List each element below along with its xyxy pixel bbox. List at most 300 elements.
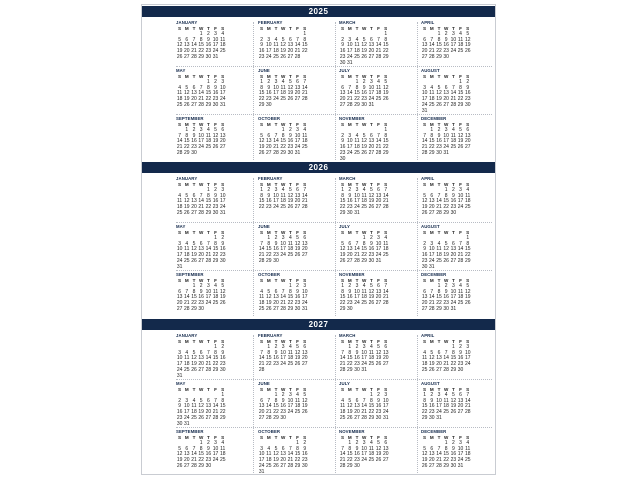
day-cell: 28 (184, 305, 190, 312)
day-cell: 15 (258, 198, 265, 205)
day-cell: 19 (191, 252, 197, 259)
month-april-2027 (421, 333, 503, 374)
day-cell: 24 (347, 149, 353, 156)
weekday-label: S (466, 182, 470, 187)
day-cell: 29 (382, 53, 389, 60)
day-cell: 6 (199, 349, 203, 356)
day-cell: 3 (451, 30, 455, 37)
day-cell: 15 (361, 246, 367, 253)
weekday-label: F (459, 74, 462, 79)
day-cell: 3 (199, 126, 203, 133)
day-cell: 5 (192, 349, 196, 356)
day-cell: 24 (287, 409, 294, 416)
weekday-label: F (377, 339, 380, 344)
day-cell: 31 (301, 305, 308, 312)
day-cell: 21 (464, 403, 471, 410)
weekday-label: S (423, 387, 427, 392)
day-cell: 13 (354, 403, 360, 410)
day-cell: 27 (294, 204, 301, 211)
day-cell: 28 (436, 209, 442, 216)
day-cell: 21 (301, 198, 308, 205)
month-june-2026 (258, 224, 340, 265)
day-cell: 22 (266, 252, 272, 259)
day-cell: 6 (267, 132, 271, 139)
day-cell: 27 (258, 414, 265, 421)
day-cell: 12 (184, 90, 190, 97)
day-cell: 6 (192, 192, 196, 199)
weekday-label: T (369, 122, 373, 127)
day-cell: 9 (430, 397, 434, 404)
day-cell: 17 (429, 252, 435, 259)
day-cell: 12 (347, 403, 353, 410)
day-cell: 8 (214, 240, 217, 247)
day-cell: 29 (450, 366, 457, 373)
weekday-label: F (377, 182, 380, 187)
day-cell: 28 (198, 101, 204, 108)
weekday-label: W (280, 387, 286, 392)
day-cell: 13 (301, 349, 308, 356)
weekday-label: F (296, 26, 299, 31)
day-cell: 31 (429, 263, 435, 270)
day-cell: 29 (361, 257, 367, 264)
day-cell: 26 (184, 209, 190, 216)
weekday-label: T (274, 278, 278, 283)
day-cell: 24 (443, 144, 449, 151)
day-cell: 8 (423, 397, 426, 404)
day-cell: 15 (287, 294, 294, 301)
day-cell: 6 (369, 36, 373, 43)
day-cell: 8 (341, 288, 344, 295)
day-cell: 9 (377, 397, 380, 404)
day-cell (301, 368, 308, 374)
day-cell: 18 (212, 294, 219, 301)
day-cell: 19 (184, 96, 190, 103)
day-cell: 11 (294, 397, 301, 404)
day-cell: 28 (205, 366, 212, 373)
day-cell: 16 (205, 451, 212, 458)
day-cell: 15 (429, 138, 435, 145)
day-cell: 6 (288, 36, 292, 43)
day-cell: 31 (347, 59, 353, 66)
day-cell: 30 (212, 101, 219, 108)
weekday-label: T (206, 122, 210, 127)
day-cell: 16 (436, 138, 442, 145)
weekday-label: S (221, 122, 225, 127)
day-cell: 18 (266, 457, 272, 464)
day-cell: 8 (185, 132, 189, 139)
day-cell (272, 103, 279, 109)
day-cell: 16 (421, 252, 428, 259)
day-cell: 14 (347, 90, 353, 97)
day-cell: 30 (436, 149, 442, 156)
day-cell: 29 (382, 149, 389, 156)
weekday-label: M (266, 26, 271, 31)
weekday-label: M (429, 435, 434, 440)
day-cell (450, 416, 457, 422)
day-cell: 28 (443, 366, 449, 373)
month-january-2025 (176, 20, 258, 61)
weekday-label: T (451, 387, 455, 392)
month-june-2025 (258, 68, 340, 109)
day-cell: 19 (361, 144, 367, 151)
day-cell: 28 (457, 257, 464, 264)
day-cell: 24 (280, 361, 286, 368)
day-cell: 29 (339, 209, 346, 216)
weekday-label: T (369, 74, 373, 79)
day-cell: 24 (464, 361, 471, 368)
day-cell: 29 (191, 305, 197, 312)
day-cell: 7 (303, 186, 307, 193)
weekday-label: T (288, 339, 292, 344)
day-cell: 7 (214, 397, 217, 404)
day-cell: 9 (341, 138, 344, 145)
weekday-label: S (221, 339, 225, 344)
week-row (176, 464, 258, 470)
day-cell: 15 (450, 355, 457, 362)
day-cell: 3 (466, 343, 470, 350)
month-name: APRIL (421, 176, 435, 181)
day-cell: 2 (221, 343, 225, 350)
day-cell: 4 (430, 84, 434, 91)
day-cell: 4 (369, 343, 373, 350)
weekday-label: S (221, 74, 225, 79)
day-cell: 22 (339, 300, 346, 307)
day-cell: 2 (267, 186, 271, 193)
day-cell: 6 (274, 288, 278, 295)
weekday-label: T (451, 74, 455, 79)
day-cell: 17 (382, 403, 389, 410)
day-cell: 5 (274, 445, 278, 452)
day-cell: 25 (273, 53, 279, 60)
day-cell: 10 (176, 355, 183, 362)
day-cell: 6 (341, 84, 344, 91)
day-cell: 18 (368, 451, 375, 458)
month-september-2027 (176, 429, 258, 470)
day-cell: 23 (212, 204, 219, 211)
day-cell: 9 (178, 403, 181, 410)
day-cell: 10 (198, 132, 204, 139)
day-cell: 19 (375, 355, 382, 362)
day-cell: 8 (341, 192, 344, 199)
day-cell: 16 (294, 294, 301, 301)
day-cell: 6 (377, 282, 380, 289)
month-august-2025 (421, 68, 503, 115)
month-name: NOVEMBER (339, 116, 365, 121)
day-cell: 24 (347, 53, 353, 60)
day-cell (375, 464, 382, 470)
day-cell: 15 (191, 294, 197, 301)
day-cell: 5 (178, 445, 181, 452)
day-cell: 8 (369, 397, 373, 404)
weekday-label: S (423, 26, 427, 31)
weekday-label: F (296, 435, 299, 440)
day-cell: 16 (258, 48, 265, 55)
day-cell: 7 (437, 445, 441, 452)
day-cell: 19 (450, 403, 457, 410)
day-cell: 27 (464, 144, 471, 151)
day-cell: 13 (382, 349, 389, 356)
day-cell: 23 (191, 144, 197, 151)
day-cell: 25 (429, 101, 435, 108)
day-cell: 5 (377, 343, 380, 350)
weekday-label: W (443, 122, 449, 127)
weekday-label: W (443, 74, 449, 79)
day-cell: 4 (281, 78, 285, 85)
weekday-label: S (341, 230, 345, 235)
day-cell: 22 (443, 457, 449, 464)
day-cell: 8 (288, 288, 292, 295)
day-cell: 31 (258, 468, 265, 475)
day-cell: 27 (429, 462, 435, 469)
day-cell: 3 (444, 126, 448, 133)
day-cell: 7 (185, 288, 189, 295)
weekday-label: T (451, 182, 455, 187)
weekday-label: M (347, 182, 352, 187)
day-cell: 15 (273, 403, 279, 410)
day-cell (457, 151, 464, 157)
month-may-2026 (176, 224, 258, 271)
day-cell: 3 (384, 391, 388, 398)
day-cell: 13 (421, 42, 428, 49)
day-cell: 29 (347, 462, 353, 469)
day-cell: 3 (214, 30, 217, 37)
day-cell: 21 (191, 457, 197, 464)
day-cell: 23 (301, 457, 308, 464)
day-cell (464, 416, 471, 422)
day-cell: 4 (355, 132, 359, 139)
weekday-label: T (355, 339, 359, 344)
day-cell: 17 (354, 198, 360, 205)
day-cell: 4 (362, 282, 366, 289)
day-cell: 23 (443, 48, 449, 55)
day-cell: 28 (450, 101, 457, 108)
day-cell: 17 (421, 96, 428, 103)
day-cell: 28 (191, 462, 197, 469)
day-cell: 21 (198, 96, 204, 103)
day-cell: 3 (362, 343, 366, 350)
day-cell: 24 (219, 96, 226, 103)
weekday-label: M (184, 278, 189, 283)
day-cell: 26 (294, 252, 301, 259)
day-cell: 17 (205, 294, 212, 301)
day-cell: 27 (294, 96, 301, 103)
day-cell: 31 (450, 305, 457, 312)
day-cell: 17 (212, 451, 219, 458)
day-cell: 14 (354, 246, 360, 253)
day-cell: 3 (221, 78, 225, 85)
weekday-label: T (355, 74, 359, 79)
day-cell: 13 (436, 355, 442, 362)
day-cell: 1 (214, 234, 217, 241)
day-cell: 28 (421, 149, 428, 156)
day-cell: 19 (464, 294, 471, 301)
day-cell: 23 (266, 96, 272, 103)
weekday-label: W (443, 230, 449, 235)
month-september-2026 (176, 272, 258, 313)
day-cell: 2 (369, 234, 373, 241)
weekday-label: F (214, 435, 217, 440)
day-cell (353, 307, 360, 313)
day-cell: 6 (221, 126, 225, 133)
weekday-label: T (451, 122, 455, 127)
day-cell: 3 (459, 186, 462, 193)
day-cell: 30 (287, 149, 294, 156)
day-cell: 30 (361, 101, 367, 108)
day-cell: 14 (361, 403, 367, 410)
day-cell: 4 (178, 84, 181, 91)
day-cell: 20 (176, 300, 183, 307)
day-cell: 12 (287, 192, 294, 199)
month-march-2025 (339, 20, 421, 67)
day-cell: 16 (450, 198, 457, 205)
day-cell: 22 (266, 361, 272, 368)
day-cell: 18 (464, 198, 471, 205)
row-divider (176, 222, 492, 223)
day-cell: 19 (219, 294, 226, 301)
day-cell: 12 (212, 132, 219, 139)
day-cell: 13 (176, 294, 183, 301)
day-cell: 19 (382, 90, 389, 97)
day-cell: 24 (219, 204, 226, 211)
weekday-label: T (206, 387, 210, 392)
day-cell: 22 (361, 252, 367, 259)
week-row (258, 151, 340, 157)
day-cell: 24 (375, 252, 382, 259)
day-cell: 24 (258, 462, 265, 469)
weekday-label: T (451, 230, 455, 235)
day-cell: 6 (185, 445, 189, 452)
day-cell: 7 (384, 282, 388, 289)
weekday-label: S (221, 26, 225, 31)
week-row (258, 103, 340, 109)
three-year-calendar (141, 4, 496, 475)
weekday-label: W (361, 435, 367, 440)
day-cell: 23 (464, 96, 471, 103)
day-cell: 10 (184, 403, 190, 410)
day-cell: 11 (436, 246, 442, 253)
day-cell: 6 (260, 397, 263, 404)
day-cell: 1 (362, 234, 366, 241)
weekday-label: M (266, 122, 271, 127)
day-cell: 23 (198, 300, 204, 307)
day-cell: 11 (421, 355, 428, 362)
weekday-label: F (377, 387, 380, 392)
weekday-label: W (361, 74, 367, 79)
day-cell: 28 (258, 257, 265, 264)
day-cell: 6 (185, 36, 189, 43)
day-cell (464, 151, 471, 157)
day-cell: 16 (464, 90, 471, 97)
day-cell (457, 109, 464, 115)
day-cell: 21 (429, 300, 435, 307)
day-cell: 14 (184, 294, 190, 301)
day-cell: 14 (457, 246, 464, 253)
day-cell: 25 (368, 457, 375, 464)
day-cell: 21 (205, 361, 212, 368)
day-cell: 12 (421, 198, 428, 205)
day-cell: 29 (436, 53, 442, 60)
weekday-label: T (288, 122, 292, 127)
day-cell: 26 (450, 409, 457, 416)
weekday-label: S (466, 230, 470, 235)
month-september-2025 (176, 116, 258, 157)
day-cell: 8 (362, 240, 366, 247)
day-cell: 21 (280, 300, 286, 307)
day-cell: 9 (288, 132, 292, 139)
day-cell: 13 (198, 355, 204, 362)
day-cell: 26 (258, 149, 265, 156)
day-cell: 20 (421, 48, 428, 55)
day-cell: 21 (212, 409, 219, 416)
day-cell: 23 (347, 300, 353, 307)
day-cell: 30 (176, 420, 183, 427)
day-cell: 10 (436, 397, 442, 404)
day-cell: 12 (339, 246, 346, 253)
day-cell: 9 (192, 132, 196, 139)
week-row (176, 374, 258, 380)
day-cell: 14 (287, 451, 294, 458)
day-cell (435, 109, 442, 115)
month-name: MAY (176, 68, 186, 73)
day-cell: 13 (450, 246, 457, 253)
day-cell: 7 (192, 445, 196, 452)
day-cell (183, 374, 190, 380)
day-cell: 15 (280, 138, 286, 145)
day-cell: 4 (274, 36, 278, 43)
day-cell: 24 (421, 101, 428, 108)
weekday-label: F (214, 230, 217, 235)
day-cell: 26 (464, 300, 471, 307)
day-cell: 2 (221, 234, 225, 241)
day-cell: 13 (421, 294, 428, 301)
day-cell: 11 (280, 84, 286, 91)
day-cell: 6 (178, 288, 181, 295)
day-cell: 27 (191, 101, 197, 108)
day-cell: 17 (436, 403, 442, 410)
day-cell: 23 (421, 257, 428, 264)
day-cell: 16 (347, 198, 353, 205)
day-cell (382, 368, 389, 374)
week-row (421, 368, 503, 374)
day-cell: 4 (451, 126, 455, 133)
day-cell: 11 (368, 445, 374, 452)
day-cell (457, 211, 464, 217)
month-name: JULY (339, 381, 350, 386)
day-cell (464, 109, 471, 115)
day-cell: 8 (221, 397, 225, 404)
week-row (176, 307, 258, 313)
day-cell: 15 (368, 403, 375, 410)
day-cell: 6 (296, 186, 299, 193)
day-cell: 17 (443, 138, 449, 145)
weekday-label: M (347, 339, 352, 344)
day-cell: 31 (443, 149, 449, 156)
weekday-label: S (341, 339, 345, 344)
day-cell: 30 (205, 53, 212, 60)
day-cell: 8 (459, 84, 462, 91)
day-cell: 30 (212, 209, 219, 216)
weekday-label: S (260, 74, 264, 79)
day-cell (368, 368, 375, 374)
day-cell: 25 (205, 144, 212, 151)
weekday-label: T (192, 230, 196, 235)
day-cell: 12 (368, 192, 375, 199)
day-cell: 24 (273, 204, 279, 211)
day-cell: 8 (437, 288, 441, 295)
month-name: OCTOBER (258, 272, 281, 277)
day-cell: 27 (354, 414, 360, 421)
day-cell (190, 422, 197, 428)
